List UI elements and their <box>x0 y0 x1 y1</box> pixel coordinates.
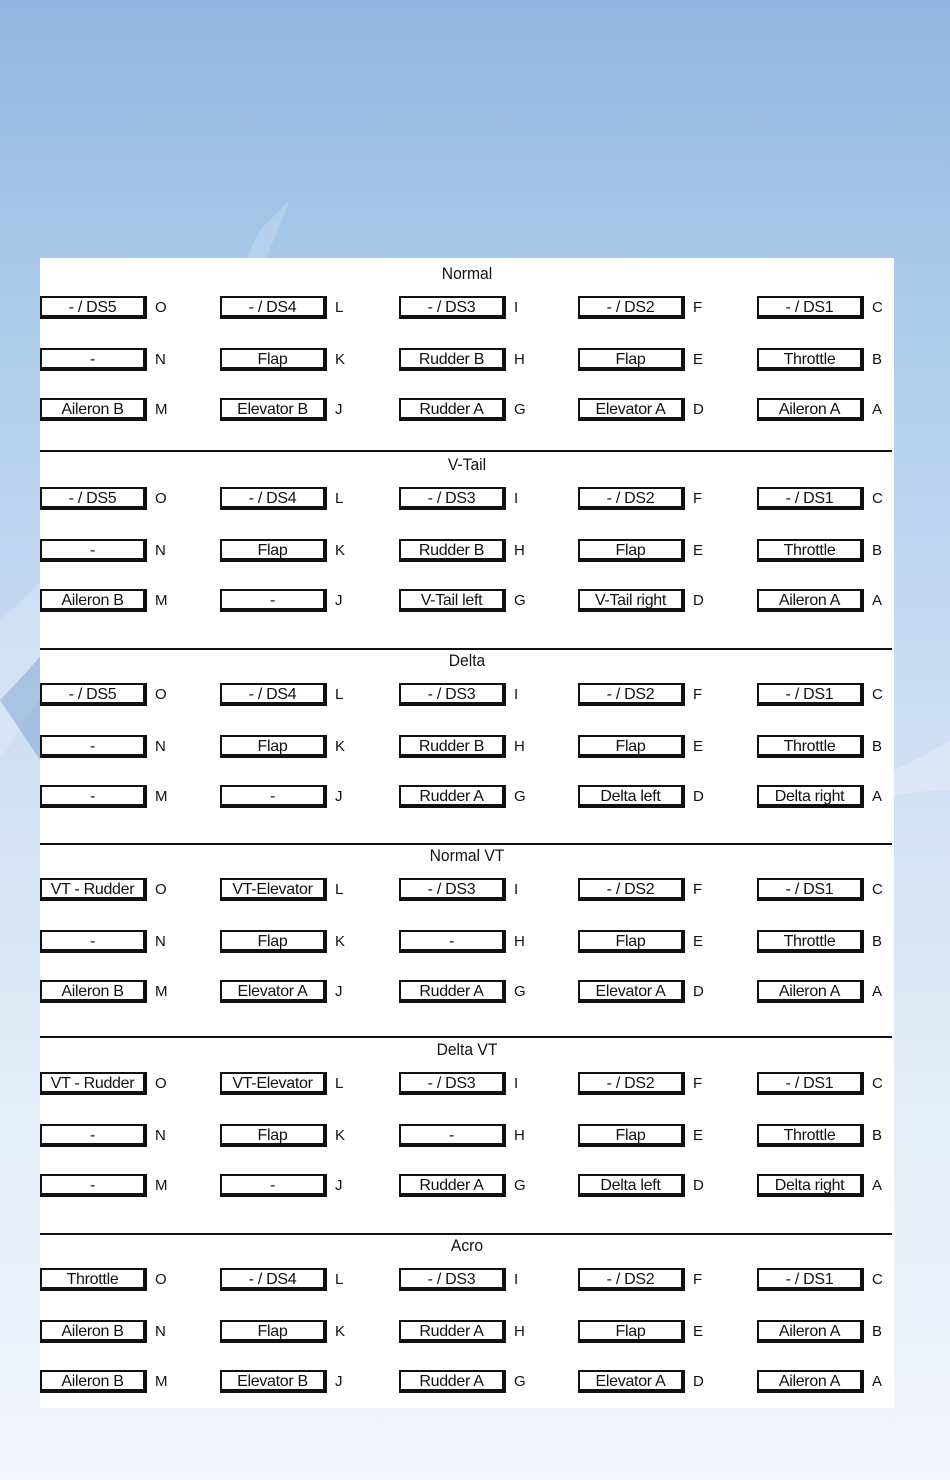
channel-function-box: Rudder A <box>399 1174 506 1197</box>
channel-letter: B <box>872 933 883 950</box>
channel-function-box: - <box>399 1124 506 1147</box>
channel-function-box: Aileron A <box>757 398 864 421</box>
channel-letter: D <box>693 592 704 609</box>
channel-letter: C <box>872 881 883 898</box>
channel-letter: D <box>693 401 704 418</box>
channel-function-box: Flap <box>220 1124 327 1147</box>
channel-letter: M <box>155 1373 168 1390</box>
channel-function-box: Elevator B <box>220 1370 327 1393</box>
channel-function-box: - / DS3 <box>399 487 506 510</box>
channel-function-box: V-Tail left <box>399 589 506 612</box>
channel-letter: L <box>335 490 344 507</box>
channel-function-box: VT-Elevator <box>220 878 327 901</box>
channel-function-box: Flap <box>578 348 685 371</box>
channel-letter: I <box>514 1271 519 1288</box>
channel-letter: K <box>335 1323 346 1340</box>
channel-letter: K <box>335 933 346 950</box>
channel-function-box: Flap <box>578 930 685 953</box>
channel-function-box: - <box>399 930 506 953</box>
channel-letter: K <box>335 351 346 368</box>
channel-letter: O <box>155 881 167 898</box>
channel-function-box: VT - Rudder <box>40 878 147 901</box>
channel-letter: F <box>693 881 703 898</box>
channel-letter: A <box>872 1177 883 1194</box>
channel-letter: B <box>872 1127 883 1144</box>
channel-function-box: Flap <box>220 539 327 562</box>
channel-letter: I <box>514 299 519 316</box>
channel-letter: B <box>872 351 883 368</box>
channel-function-box: - / DS4 <box>220 1268 327 1291</box>
channel-letter: G <box>514 1373 526 1390</box>
channel-letter: K <box>335 1127 346 1144</box>
channel-letter: K <box>335 738 346 755</box>
channel-function-box: Rudder A <box>399 980 506 1003</box>
channel-letter: J <box>335 1373 343 1390</box>
channel-function-box: Rudder B <box>399 348 506 371</box>
channel-function-box: - / DS5 <box>40 487 147 510</box>
channel-letter: A <box>872 401 883 418</box>
channel-function-box: - / DS3 <box>399 1072 506 1095</box>
channel-letter: H <box>514 351 525 368</box>
channel-function-box: Elevator A <box>578 398 685 421</box>
channel-letter: C <box>872 299 883 316</box>
channel-function-box: - / DS5 <box>40 683 147 706</box>
channel-letter: L <box>335 299 344 316</box>
channel-letter: M <box>155 592 168 609</box>
channel-letter: I <box>514 1075 519 1092</box>
channel-letter: H <box>514 1323 525 1340</box>
servo-mapping-sheet <box>40 258 894 1408</box>
channel-function-box: Aileron B <box>40 1370 147 1393</box>
channel-letter: D <box>693 983 704 1000</box>
channel-function-box: Elevator A <box>578 980 685 1003</box>
channel-letter: D <box>693 1177 704 1194</box>
channel-letter: E <box>693 1127 704 1144</box>
channel-function-box: Flap <box>220 735 327 758</box>
channel-function-box: - / DS2 <box>578 878 685 901</box>
channel-function-box: Elevator B <box>220 398 327 421</box>
section-title: Delta VT <box>436 1040 498 1059</box>
channel-letter: D <box>693 1373 704 1390</box>
channel-letter: J <box>335 983 343 1000</box>
channel-letter: L <box>335 686 344 703</box>
channel-function-box: Aileron B <box>40 980 147 1003</box>
channel-letter: O <box>155 299 167 316</box>
channel-letter: A <box>872 788 883 805</box>
channel-function-box: - / DS3 <box>399 878 506 901</box>
channel-function-box: Rudder A <box>399 1370 506 1393</box>
channel-letter: F <box>693 1075 703 1092</box>
section-title: V-Tail <box>447 455 487 474</box>
channel-function-box: VT-Elevator <box>220 1072 327 1095</box>
channel-function-box: Rudder B <box>399 735 506 758</box>
channel-function-box: - / DS2 <box>578 1072 685 1095</box>
channel-function-box: - <box>40 348 147 371</box>
channel-letter: F <box>693 299 703 316</box>
channel-letter: B <box>872 738 883 755</box>
channel-letter: I <box>514 686 519 703</box>
section-title: Acro <box>450 1236 484 1255</box>
channel-function-box: - <box>40 735 147 758</box>
channel-function-box: Rudder A <box>399 1320 506 1343</box>
channel-letter: F <box>693 686 703 703</box>
channel-function-box: Flap <box>220 1320 327 1343</box>
channel-function-box: - / DS1 <box>757 1072 864 1095</box>
channel-function-box: Aileron A <box>757 1370 864 1393</box>
channel-function-box: - <box>40 1174 147 1197</box>
channel-function-box: - / DS2 <box>578 296 685 319</box>
channel-function-box: Flap <box>578 735 685 758</box>
channel-function-box: - <box>220 785 327 808</box>
channel-function-box: - / DS1 <box>757 296 864 319</box>
channel-letter: H <box>514 738 525 755</box>
channel-letter: I <box>514 881 519 898</box>
channel-letter: J <box>335 401 343 418</box>
channel-letter: G <box>514 788 526 805</box>
channel-function-box: - <box>220 589 327 612</box>
channel-function-box: Throttle <box>757 539 864 562</box>
channel-function-box: - / DS1 <box>757 683 864 706</box>
channel-letter: J <box>335 788 343 805</box>
channel-function-box: Elevator A <box>220 980 327 1003</box>
channel-letter: E <box>693 1323 704 1340</box>
channel-function-box: - / DS1 <box>757 487 864 510</box>
channel-function-box: V-Tail right <box>578 589 685 612</box>
channel-letter: O <box>155 1075 167 1092</box>
channel-function-box: - / DS4 <box>220 296 327 319</box>
channel-function-box: - / DS2 <box>578 683 685 706</box>
channel-function-box: Aileron A <box>757 980 864 1003</box>
channel-letter: L <box>335 881 344 898</box>
channel-function-box: Throttle <box>757 930 864 953</box>
channel-function-box: Flap <box>220 348 327 371</box>
channel-function-box: Delta right <box>757 785 864 808</box>
channel-letter: I <box>514 490 519 507</box>
channel-letter: G <box>514 1177 526 1194</box>
channel-letter: G <box>514 592 526 609</box>
channel-letter: O <box>155 1271 167 1288</box>
channel-letter: G <box>514 983 526 1000</box>
channel-letter: C <box>872 686 883 703</box>
channel-letter: N <box>155 1127 166 1144</box>
channel-function-box: - / DS2 <box>578 487 685 510</box>
channel-function-box: Aileron A <box>757 589 864 612</box>
channel-function-box: - / DS1 <box>757 1268 864 1291</box>
channel-letter: C <box>872 1075 883 1092</box>
channel-letter: F <box>693 490 703 507</box>
section-title: Normal <box>441 264 493 283</box>
channel-letter: A <box>872 1373 883 1390</box>
channel-letter: O <box>155 686 167 703</box>
channel-letter: M <box>155 401 168 418</box>
section-title: Normal VT <box>429 846 505 865</box>
channel-letter: F <box>693 1271 703 1288</box>
channel-function-box: Rudder B <box>399 539 506 562</box>
channel-function-box: - / DS4 <box>220 487 327 510</box>
channel-function-box: Throttle <box>757 735 864 758</box>
channel-function-box: Flap <box>220 930 327 953</box>
channel-function-box: Flap <box>578 1320 685 1343</box>
channel-letter: K <box>335 542 346 559</box>
channel-function-box: - <box>40 930 147 953</box>
channel-function-box: - / DS2 <box>578 1268 685 1291</box>
channel-letter: O <box>155 490 167 507</box>
channel-letter: J <box>335 592 343 609</box>
channel-function-box: - / DS4 <box>220 683 327 706</box>
channel-letter: N <box>155 542 166 559</box>
channel-function-box: - / DS1 <box>757 878 864 901</box>
channel-letter: N <box>155 351 166 368</box>
channel-function-box: Throttle <box>757 1124 864 1147</box>
channel-letter: E <box>693 933 704 950</box>
channel-letter: M <box>155 1177 168 1194</box>
channel-letter: G <box>514 401 526 418</box>
channel-letter: H <box>514 1127 525 1144</box>
channel-function-box: Delta right <box>757 1174 864 1197</box>
channel-letter: L <box>335 1271 344 1288</box>
channel-function-box: - <box>40 1124 147 1147</box>
channel-letter: E <box>693 542 704 559</box>
section-divider <box>40 1233 892 1235</box>
channel-letter: E <box>693 738 704 755</box>
section-divider <box>40 843 892 845</box>
channel-function-box: Throttle <box>40 1268 147 1291</box>
channel-function-box: Delta left <box>578 1174 685 1197</box>
channel-function-box: - / DS3 <box>399 296 506 319</box>
channel-letter: N <box>155 738 166 755</box>
channel-function-box: - <box>40 539 147 562</box>
channel-letter: D <box>693 788 704 805</box>
channel-letter: A <box>872 983 883 1000</box>
channel-function-box: - <box>40 785 147 808</box>
section-divider <box>40 648 892 650</box>
channel-function-box: Aileron A <box>757 1320 864 1343</box>
channel-function-box: Aileron B <box>40 398 147 421</box>
channel-function-box: Throttle <box>757 348 864 371</box>
section-divider <box>40 1036 892 1038</box>
channel-function-box: Elevator A <box>578 1370 685 1393</box>
channel-function-box: Aileron B <box>40 1320 147 1343</box>
channel-letter: N <box>155 1323 166 1340</box>
channel-letter: M <box>155 788 168 805</box>
channel-function-box: Rudder A <box>399 398 506 421</box>
channel-function-box: - <box>220 1174 327 1197</box>
channel-letter: J <box>335 1177 343 1194</box>
channel-letter: L <box>335 1075 344 1092</box>
channel-letter: H <box>514 542 525 559</box>
channel-function-box: Flap <box>578 539 685 562</box>
section-title: Delta <box>448 651 486 670</box>
channel-letter: C <box>872 490 883 507</box>
channel-letter: M <box>155 983 168 1000</box>
channel-letter: A <box>872 592 883 609</box>
section-divider <box>40 450 892 452</box>
channel-function-box: - / DS3 <box>399 1268 506 1291</box>
channel-letter: E <box>693 351 704 368</box>
channel-function-box: Flap <box>578 1124 685 1147</box>
channel-function-box: VT - Rudder <box>40 1072 147 1095</box>
channel-function-box: - / DS5 <box>40 296 147 319</box>
channel-function-box: Delta left <box>578 785 685 808</box>
channel-function-box: - / DS3 <box>399 683 506 706</box>
channel-function-box: Aileron B <box>40 589 147 612</box>
channel-letter: H <box>514 933 525 950</box>
channel-letter: N <box>155 933 166 950</box>
channel-letter: B <box>872 542 883 559</box>
channel-letter: B <box>872 1323 883 1340</box>
channel-letter: C <box>872 1271 883 1288</box>
channel-function-box: Rudder A <box>399 785 506 808</box>
